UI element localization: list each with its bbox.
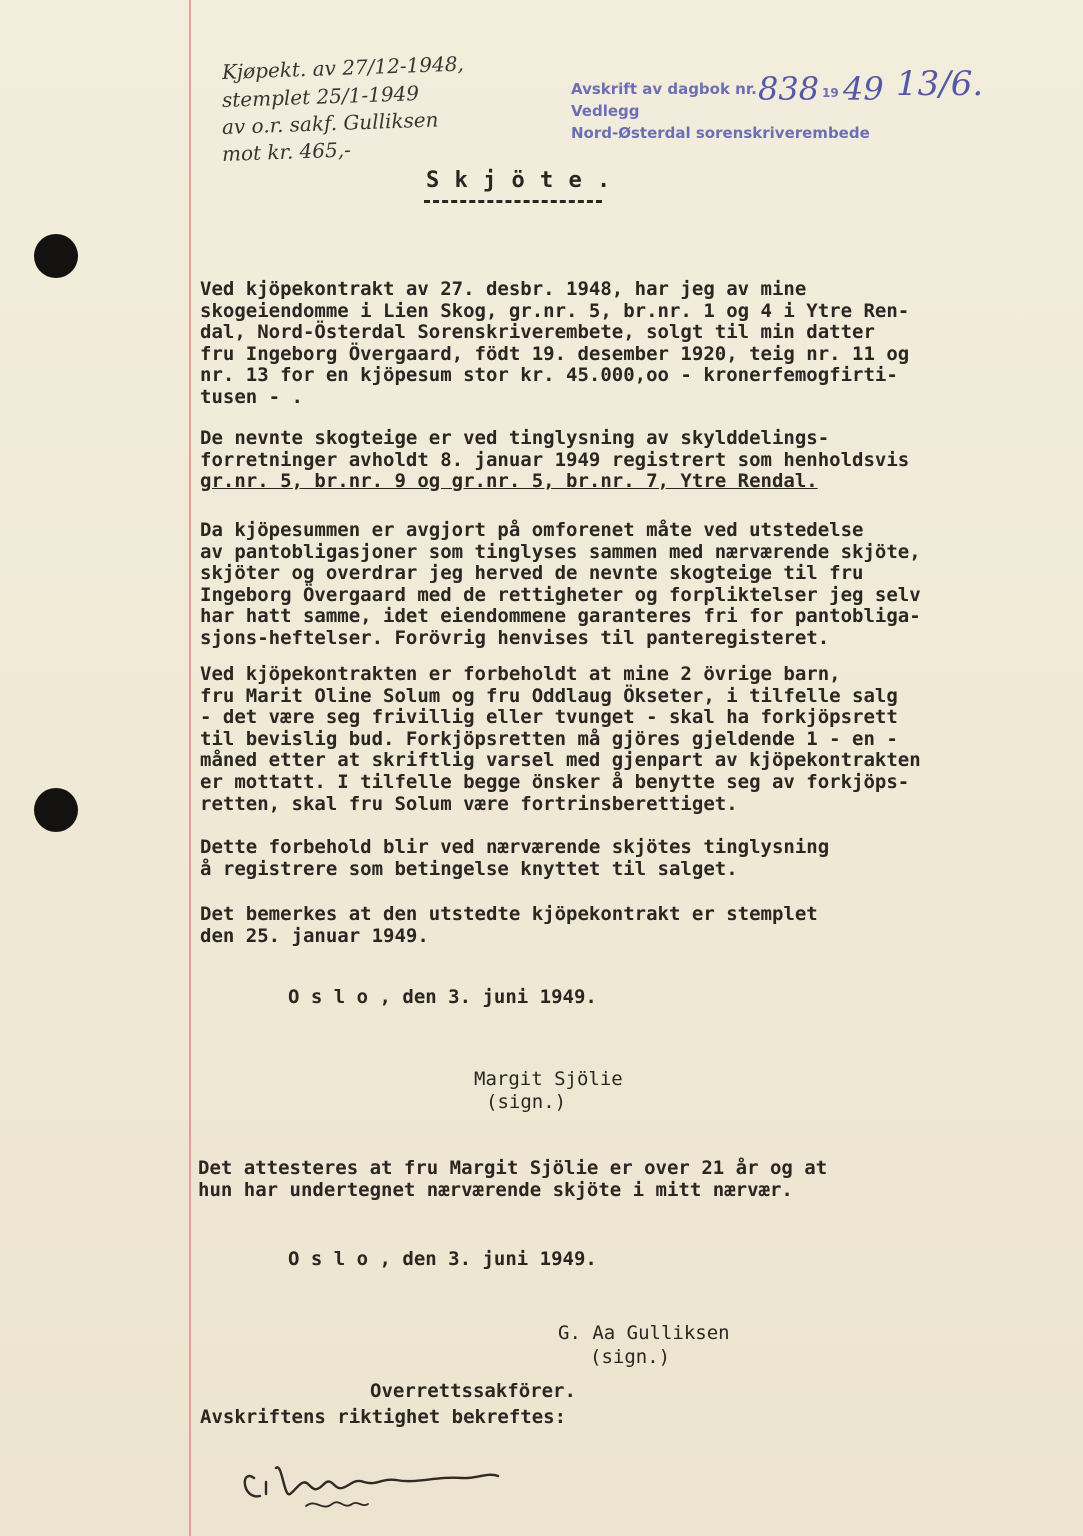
- text-line: Ved kjöpekontrakt av 27. desbr. 1948, har jeg av mine: [200, 278, 807, 300]
- text-line: å registrere som betingelse knyttet til salget.: [200, 857, 738, 880]
- stamp-date: 13/6.: [896, 64, 984, 104]
- stamp-year: 49: [843, 70, 884, 108]
- paragraph-sale: [200, 279, 1020, 409]
- text-line: Ingeborg Övergaard med de rettigheter og forpliktelser jeg selv: [200, 583, 921, 606]
- document-title: S k j ö t e .: [426, 168, 612, 193]
- signer-name: Margit Sjölie: [474, 1068, 623, 1090]
- punch-hole: [34, 788, 78, 832]
- stamp-line-1: Avskrift av dagbok nr.: [571, 80, 757, 98]
- text-line: sjons-heftelser. Forövrig henvises til panteregisteret.: [200, 626, 830, 649]
- text-line: skogeiendomme i Lien Skog, gr.nr. 5, br.nr. 1 og 4 i Ytre Ren-: [200, 299, 910, 322]
- paragraph-reservation: [200, 837, 1020, 880]
- text-line: Ved kjöpekontrakten er forbeholdt at mine 2 övrige barn,: [200, 663, 841, 685]
- text-line: De nevnte skogteige er ved tinglysning av skylddelings-: [200, 427, 830, 449]
- text-line: nr. 13 for en kjöpesum stor kr. 45.000,oo - kronerfemogfirti-: [200, 364, 898, 387]
- title-underline: [424, 200, 602, 203]
- text-line: skjöter og overdrar jeg herved de nevnte skogteige til fru: [200, 562, 864, 585]
- text-line: Det bemerkes at den utstedte kjöpekontrakt er stemplet: [200, 903, 818, 925]
- paragraph-payment: [200, 520, 1020, 650]
- text-line: forretninger avholdt 8. januar 1949 registrert som henholdsvis: [200, 448, 910, 471]
- handwritten-signature: [236, 1438, 556, 1518]
- paragraph-registration: [200, 428, 1020, 493]
- paragraph-attestation: [198, 1158, 1018, 1201]
- place-date: O s l o , den 3. juni 1949.: [288, 1248, 597, 1270]
- stamp-line-3: Nord-Østerdal sorenskriverembede: [571, 124, 870, 142]
- text-line: har hatt samme, idet eiendommene garanteres fri for pantobliga-: [200, 605, 921, 628]
- text-line: - det være seg frivillig eller tvunget - skal ha forkjöpsrett: [200, 706, 898, 729]
- place-date: O s l o , den 3. juni 1949.: [288, 986, 597, 1008]
- margin-note-line: Kjøpekt. av 27/12-1948,: [221, 51, 465, 84]
- text-line: Da kjöpesummen er avgjort på omforenet måte ved utstedelse: [200, 519, 864, 541]
- text-line: tusen - .: [200, 385, 303, 408]
- margin-note-line: stemplet 25/1-1949: [221, 81, 420, 112]
- text-line: den 25. januar 1949.: [200, 924, 429, 947]
- signer-title: Overrettssakförer.: [370, 1380, 576, 1402]
- certification-line: Avskriftens riktighet bekreftes:: [200, 1406, 567, 1428]
- paragraph-preemption: [200, 664, 1020, 815]
- text-line: er mottatt. I tilfelle begge önsker å benytte seg av forkjöps-: [200, 770, 910, 793]
- paragraph-stamping: [200, 904, 1020, 947]
- margin-note-line: mot kr. 465,-: [221, 137, 352, 166]
- signer-note: (sign.): [486, 1091, 567, 1113]
- text-line: fru Marit Oline Solum og fru Oddlaug Ökseter, i tilfelle salg: [200, 684, 898, 707]
- text-line: dal, Nord-Österdal Sorenskriverembete, solgt til min datter: [200, 321, 875, 344]
- text-line: Det attesteres at fru Margit Sjölie er over 21 år og at: [198, 1157, 828, 1179]
- text-line: fru Ingeborg Övergaard, födt 19. desember 1920, teig nr. 11 og: [200, 342, 910, 365]
- text-line: hun har undertegnet nærværende skjöte i mitt nærvær.: [198, 1178, 793, 1201]
- punch-hole: [34, 234, 78, 278]
- margin-note-line: av o.r. sakf. Gulliksen: [221, 107, 439, 139]
- signer-name: G. Aa Gulliksen: [558, 1322, 730, 1344]
- stamp-line-2: Vedlegg: [571, 102, 640, 120]
- stamp-number: 838: [758, 70, 820, 108]
- margin-rule: [189, 0, 191, 1536]
- stamp-year-prefix: 19: [822, 86, 839, 100]
- text-line: gr.nr. 5, br.nr. 9 og gr.nr. 5, br.nr. 7, Ytre Rendal.: [200, 470, 818, 493]
- text-line: retten, skal fru Solum være fortrinsberettiget.: [200, 792, 738, 815]
- text-line: Dette forbehold blir ved nærværende skjötes tinglysning: [200, 836, 830, 858]
- text-line: til bevislig bud. Forkjöpsretten må gjöres gjeldende 1 - en -: [200, 727, 898, 750]
- text-line: av pantobligasjoner som tinglyses sammen med nærværende skjöte,: [200, 540, 921, 563]
- text-line: måned etter at skriftlig varsel med gjenpart av kjöpekontrakten: [200, 749, 921, 772]
- signer-note: (sign.): [590, 1346, 671, 1368]
